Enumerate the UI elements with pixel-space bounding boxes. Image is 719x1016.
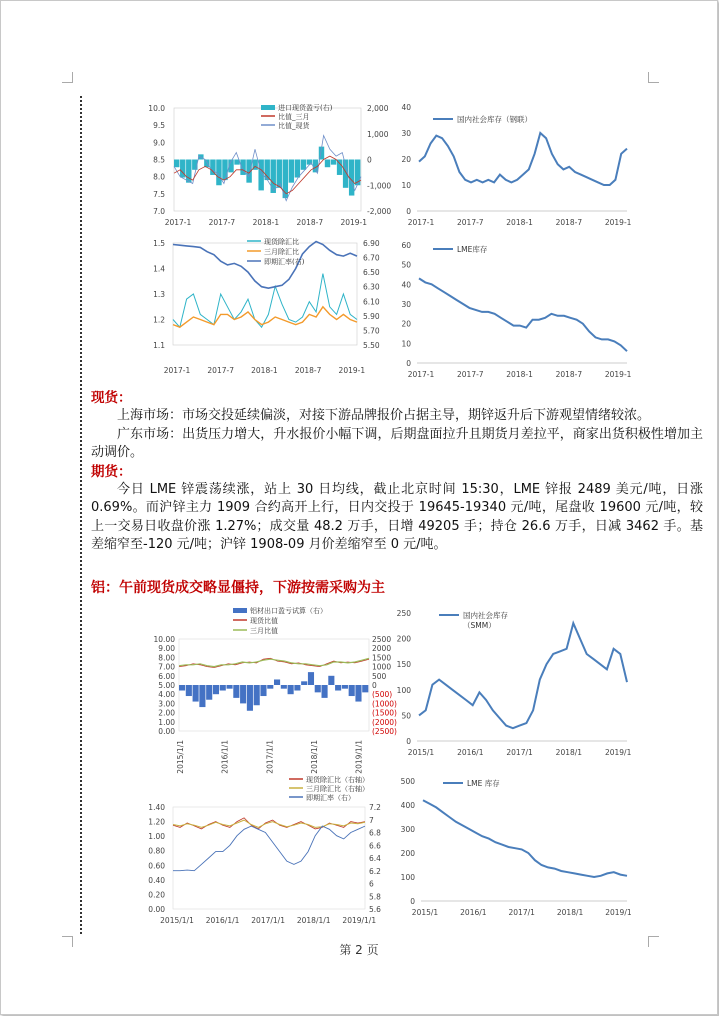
export-profit-bar xyxy=(315,685,321,692)
right-axis-tick: 7 xyxy=(369,815,374,825)
right-axis-tick: 6.8 xyxy=(369,828,381,838)
x-axis-tick: 2018-1 xyxy=(506,218,533,227)
inventory-line xyxy=(423,800,627,877)
legend-label: 三月除汇比（右轴） xyxy=(306,785,369,793)
legend-label: （SMM） xyxy=(463,621,496,630)
right-axis-tick: 6.2 xyxy=(369,866,381,876)
legend-label: 三月除汇比 xyxy=(264,248,299,256)
import-profit-bar xyxy=(264,160,269,181)
left-axis-tick: 0.20 xyxy=(148,890,165,900)
guangdong-paragraph: 广东市场：出货压力增大，升水报价小幅下调，后期盘面拉升且期货月差拉平，商家出货积极性增加主动调价。 xyxy=(91,426,703,460)
right-axis-tick: 1500 xyxy=(372,653,392,663)
import-profit-bar xyxy=(222,160,227,181)
y-axis-tick: 0 xyxy=(406,359,411,368)
left-axis-tick: 5.00 xyxy=(158,681,175,690)
export-profit-bar xyxy=(233,685,239,698)
legend-label: 即期汇率(右) xyxy=(264,258,305,266)
y-axis-tick: 0 xyxy=(410,897,415,906)
y-axis-tick: 30 xyxy=(401,300,411,309)
chart-al-domestic-inventory-svg xyxy=(391,601,639,759)
legend-swatch xyxy=(261,105,275,110)
futures-paragraph: 今日 LME 锌震荡续涨，站上 30 日均线，截止北京时间 15:30，LME 锌报 2489 美元/吨，日涨 0.69%。而沪锌主力 1909 合约高开上行，日内交投于 19645-19340 元/吨，尾盘收 19600 元/吨，较上一交易日收盘价涨 1.27%；成交量 48.2 万手，日增 49205 手；持仓 26.6 万手，日减 3462 手。基差缩窄至-120 元/吨；沪锌 1908-09 月价差缩窄至 0 元/吨。 xyxy=(91,481,703,552)
export-profit-bar xyxy=(288,685,294,694)
legend-label: LME库存 xyxy=(457,245,488,254)
chart-zinc-import xyxy=(143,99,391,229)
legend-label: 现货除汇比 xyxy=(264,238,299,246)
x-axis-tick: 2015/1/1 xyxy=(160,916,194,925)
y-axis-tick: 40 xyxy=(401,103,411,112)
inventory-line xyxy=(419,623,627,728)
export-profit-bar xyxy=(294,685,300,691)
x-axis-tick: 2016/1/1 xyxy=(220,740,230,774)
legend-label: 三月比值 xyxy=(250,627,278,635)
legend-label: 铝材出口盈亏试算（右） xyxy=(250,607,327,615)
x-axis-tick: 2019/1 xyxy=(605,908,632,917)
import-profit-bar xyxy=(277,160,282,188)
right-axis-tick: 500 xyxy=(372,671,387,681)
export-profit-bar xyxy=(206,685,212,700)
y-axis-tick: 30 xyxy=(401,129,411,138)
left-axis-tick: 1.5 xyxy=(153,239,165,248)
chart-zinc-ratio-svg xyxy=(143,233,391,381)
chart-al-lme-inventory xyxy=(391,773,639,923)
legend-label: 国内社会库存 xyxy=(463,611,508,620)
y-axis-tick: 10 xyxy=(401,181,411,190)
x-axis-tick: 2017/1 xyxy=(508,908,535,917)
chart-zinc-domestic-inventory-svg xyxy=(391,99,639,229)
page-footer: 第 2 页 xyxy=(339,943,379,957)
x-axis-tick: 2018/1/1 xyxy=(309,740,319,774)
export-profit-bar xyxy=(199,685,205,707)
y-axis-tick: 400 xyxy=(400,801,415,810)
export-profit-bar xyxy=(362,685,368,692)
right-axis-tick: 5.6 xyxy=(369,905,381,914)
right-axis-tick: -1,000 xyxy=(367,181,392,191)
left-axis-tick: 4.00 xyxy=(158,690,175,700)
right-axis-tick: (1000) xyxy=(372,699,397,709)
right-axis-tick: 6 xyxy=(369,879,374,889)
y-axis-tick: 100 xyxy=(396,685,411,695)
futures-heading: 期货： xyxy=(91,463,132,480)
x-axis-tick: 2018-7 xyxy=(296,218,324,227)
right-axis-tick: 1000 xyxy=(372,662,392,672)
export-profit-bar xyxy=(328,676,334,685)
right-axis-tick: 1,000 xyxy=(367,129,389,139)
x-axis-tick: 2018/1/1 xyxy=(296,916,331,925)
export-profit-bar xyxy=(193,685,199,702)
left-axis-tick: 0.00 xyxy=(148,905,165,914)
right-axis-tick: 6.90 xyxy=(363,239,380,248)
y-axis-tick: 250 xyxy=(396,609,411,618)
x-axis-tick: 2017-1 xyxy=(407,370,435,379)
x-axis-tick: 2017-7 xyxy=(207,366,234,375)
chart-al-export xyxy=(143,601,397,774)
left-axis-tick: 1.2 xyxy=(153,315,165,325)
right-axis-tick: 6.50 xyxy=(363,268,380,278)
import-profit-bar xyxy=(355,160,360,186)
export-profit-bar xyxy=(179,685,185,691)
right-axis-tick: 2500 xyxy=(372,635,392,644)
export-profit-bar xyxy=(240,685,246,703)
right-axis-tick: (2000) xyxy=(372,717,397,727)
x-axis-tick: 2018-1 xyxy=(506,370,533,379)
x-axis-tick: 2018-1 xyxy=(251,366,278,375)
left-axis-tick: 0.80 xyxy=(148,846,165,856)
x-axis-tick: 2017/1/1 xyxy=(251,916,285,925)
export-profit-bar xyxy=(301,681,307,685)
import-profit-bar xyxy=(289,160,294,183)
export-profit-bar xyxy=(267,685,273,689)
left-axis-tick: 1.1 xyxy=(153,341,165,350)
legend-label: 现货除汇比（右轴） xyxy=(306,776,369,784)
export-profit-bar xyxy=(322,685,328,698)
right-axis-tick: 7.2 xyxy=(369,803,381,812)
y-axis-tick: 200 xyxy=(396,634,411,644)
import-profit-bar xyxy=(271,160,276,193)
y-axis-tick: 50 xyxy=(401,711,411,721)
left-axis-tick: 7.00 xyxy=(158,662,175,672)
export-profit-bar xyxy=(342,685,348,689)
legend-label: 国内社会库存（钢联） xyxy=(457,115,532,124)
left-axis-tick: 3.00 xyxy=(158,699,175,709)
inventory-line xyxy=(419,278,627,351)
x-axis-tick: 2019/1 xyxy=(604,748,632,757)
left-axis-tick: 9.0 xyxy=(153,138,165,148)
legend-label: 比值_三月 xyxy=(278,113,310,121)
x-axis-tick: 2017/1 xyxy=(506,748,533,757)
left-axis-tick: 2.00 xyxy=(158,708,175,718)
x-axis-tick: 2016/1 xyxy=(460,908,487,917)
inventory-line xyxy=(419,133,627,185)
spot-section xyxy=(91,389,703,555)
left-axis-tick: 0.00 xyxy=(158,727,175,736)
right-axis-tick: (2500) xyxy=(372,727,397,736)
y-axis-tick: 20 xyxy=(401,319,411,329)
export-profit-bar xyxy=(247,685,253,711)
x-axis-tick: 2016/1 xyxy=(457,748,484,757)
import-profit-bar xyxy=(216,160,221,186)
export-profit-bar xyxy=(220,685,226,691)
y-axis-tick: 50 xyxy=(401,260,411,270)
import-profit-bar xyxy=(210,160,215,175)
y-axis-tick: 150 xyxy=(396,660,411,670)
left-axis-tick: 9.5 xyxy=(153,121,165,131)
legend-label: 现货比值 xyxy=(250,617,278,625)
y-axis-tick: 60 xyxy=(401,241,411,250)
x-axis-tick: 2018-7 xyxy=(555,370,583,379)
three-month-fx-ratio-line xyxy=(173,307,357,327)
x-axis-tick: 2017-7 xyxy=(457,370,484,379)
margin-dotted-line xyxy=(80,96,82,934)
y-axis-tick: 0 xyxy=(406,737,411,746)
export-profit-bar xyxy=(186,685,192,696)
export-profit-bar xyxy=(355,685,361,702)
x-axis-tick: 2017-1 xyxy=(164,218,192,227)
left-axis-tick: 8.0 xyxy=(153,172,165,182)
export-profit-bar xyxy=(308,672,314,685)
import-profit-bar xyxy=(301,160,306,170)
y-axis-tick: 100 xyxy=(400,873,415,882)
three-month-ratio-line xyxy=(179,658,369,666)
right-axis-tick: -2,000 xyxy=(367,207,392,216)
legend-swatch xyxy=(233,608,247,613)
chart-zinc-ratio xyxy=(143,233,391,381)
x-axis-tick: 2015/1 xyxy=(407,748,435,757)
x-axis-tick: 2016/1/1 xyxy=(205,916,240,925)
chart-al-lme-inventory-svg xyxy=(391,773,639,923)
left-axis-tick: 7.0 xyxy=(153,207,165,216)
crop-mark xyxy=(62,72,73,83)
left-axis-tick: 1.20 xyxy=(148,817,165,827)
chart-al-ratio xyxy=(143,773,391,933)
left-axis-tick: 1.00 xyxy=(148,832,165,842)
x-axis-tick: 2019-1 xyxy=(338,366,366,375)
export-profit-bar xyxy=(213,685,219,694)
x-axis-tick: 2015/1/1 xyxy=(176,740,185,774)
x-axis-tick: 2017-7 xyxy=(208,218,236,227)
x-axis-tick: 2019-1 xyxy=(604,370,632,379)
x-axis-tick: 2015/1 xyxy=(411,908,439,917)
y-axis-tick: 0 xyxy=(406,207,411,216)
right-axis-tick: 6.4 xyxy=(369,854,381,863)
export-profit-bar xyxy=(281,685,287,689)
chart-zinc-import-svg xyxy=(143,99,391,229)
left-axis-tick: 8.00 xyxy=(158,653,175,663)
chart-al-export-svg xyxy=(143,601,397,774)
left-axis-tick: 1.4 xyxy=(153,264,165,274)
right-axis-tick: 6.30 xyxy=(363,282,380,292)
left-axis-tick: 0.60 xyxy=(148,861,165,871)
right-axis-tick: 5.70 xyxy=(363,326,380,336)
chart-zinc-domestic-inventory xyxy=(391,99,639,229)
left-axis-tick: 0.40 xyxy=(148,875,165,885)
export-profit-bar xyxy=(349,685,355,696)
x-axis-tick: 2017-1 xyxy=(163,366,191,375)
right-axis-tick: 5.90 xyxy=(363,311,380,321)
import-profit-bar xyxy=(295,160,300,178)
export-profit-bar xyxy=(335,685,341,691)
x-axis-tick: 2017/1/1 xyxy=(265,740,275,774)
export-profit-bar xyxy=(260,685,266,696)
left-axis-tick: 9.00 xyxy=(158,644,175,654)
x-axis-tick: 2018-1 xyxy=(252,218,280,227)
import-profit-bar xyxy=(325,160,330,168)
y-axis-tick: 300 xyxy=(400,825,415,834)
import-profit-bar xyxy=(174,160,179,168)
x-axis-tick: 2019/1/1 xyxy=(342,916,377,925)
x-axis-tick: 2019-1 xyxy=(340,218,368,227)
y-axis-tick: 500 xyxy=(400,777,415,786)
chart-al-ratio-svg xyxy=(143,773,391,933)
y-axis-tick: 200 xyxy=(400,849,415,858)
y-axis-tick: 40 xyxy=(401,280,411,290)
x-axis-tick: 2017-1 xyxy=(407,218,435,227)
x-axis-tick: 2019-1 xyxy=(604,218,632,227)
right-axis-tick: 6.6 xyxy=(369,841,381,851)
right-axis-tick: (500) xyxy=(372,690,393,700)
left-axis-tick: 10.00 xyxy=(153,635,175,644)
x-axis-tick: 2018/1 xyxy=(556,908,584,917)
left-axis-tick: 1.3 xyxy=(153,290,165,299)
right-axis-tick: 6.70 xyxy=(363,253,380,263)
right-axis-tick: 5.50 xyxy=(363,341,380,350)
chart-zinc-lme-inventory-svg xyxy=(391,233,639,381)
y-axis-tick: 20 xyxy=(401,155,411,164)
import-profit-bar xyxy=(331,160,336,165)
legend-label: 进口现货盈亏(右) xyxy=(278,104,333,112)
right-axis-tick: (1500) xyxy=(372,708,397,718)
left-axis-tick: 1.40 xyxy=(148,803,165,812)
chart-al-domestic-inventory xyxy=(391,601,639,759)
y-axis-tick: 10 xyxy=(401,339,411,349)
right-axis-tick: 6.10 xyxy=(363,297,380,307)
export-profit-bar xyxy=(274,679,280,685)
right-axis-tick: 5.8 xyxy=(369,892,381,902)
export-profit-bar xyxy=(254,685,260,705)
x-axis-tick: 2018-7 xyxy=(294,366,322,375)
x-axis-tick: 2018/1 xyxy=(555,748,583,757)
legend-label: LME 库存 xyxy=(467,779,500,788)
left-axis-tick: 7.5 xyxy=(153,189,165,199)
aluminum-heading: 铝：午前现货成交略显僵持，下游按需采购为主 xyxy=(91,580,385,596)
x-axis-tick: 2018-7 xyxy=(555,218,583,227)
left-axis-tick: 1.00 xyxy=(158,717,175,727)
shanghai-paragraph: 上海市场：市场交投延续偏淡，对接下游品牌报价占据主导，期锌返升后下游观望情绪较浓。 xyxy=(117,408,651,423)
left-axis-tick: 10.0 xyxy=(148,104,165,113)
crop-mark xyxy=(648,72,659,83)
x-axis-tick: 2017-7 xyxy=(457,218,484,227)
spot-heading: 现货： xyxy=(91,390,132,406)
right-axis-tick: 2,000 xyxy=(367,104,389,113)
right-axis-tick: 0 xyxy=(372,681,377,690)
right-axis-tick: 2000 xyxy=(372,644,392,654)
left-axis-tick: 6.00 xyxy=(158,671,175,681)
left-axis-tick: 8.5 xyxy=(153,155,165,165)
right-axis-tick: 0 xyxy=(367,155,372,165)
spot-fx-rate-line xyxy=(173,826,365,871)
legend-label: 比值_现货 xyxy=(278,122,310,130)
chart-zinc-lme-inventory xyxy=(391,233,639,381)
x-axis-tick: 2019/1/1 xyxy=(354,740,364,774)
export-profit-bar xyxy=(227,685,233,689)
legend-label: 即期汇率（右） xyxy=(306,794,355,802)
